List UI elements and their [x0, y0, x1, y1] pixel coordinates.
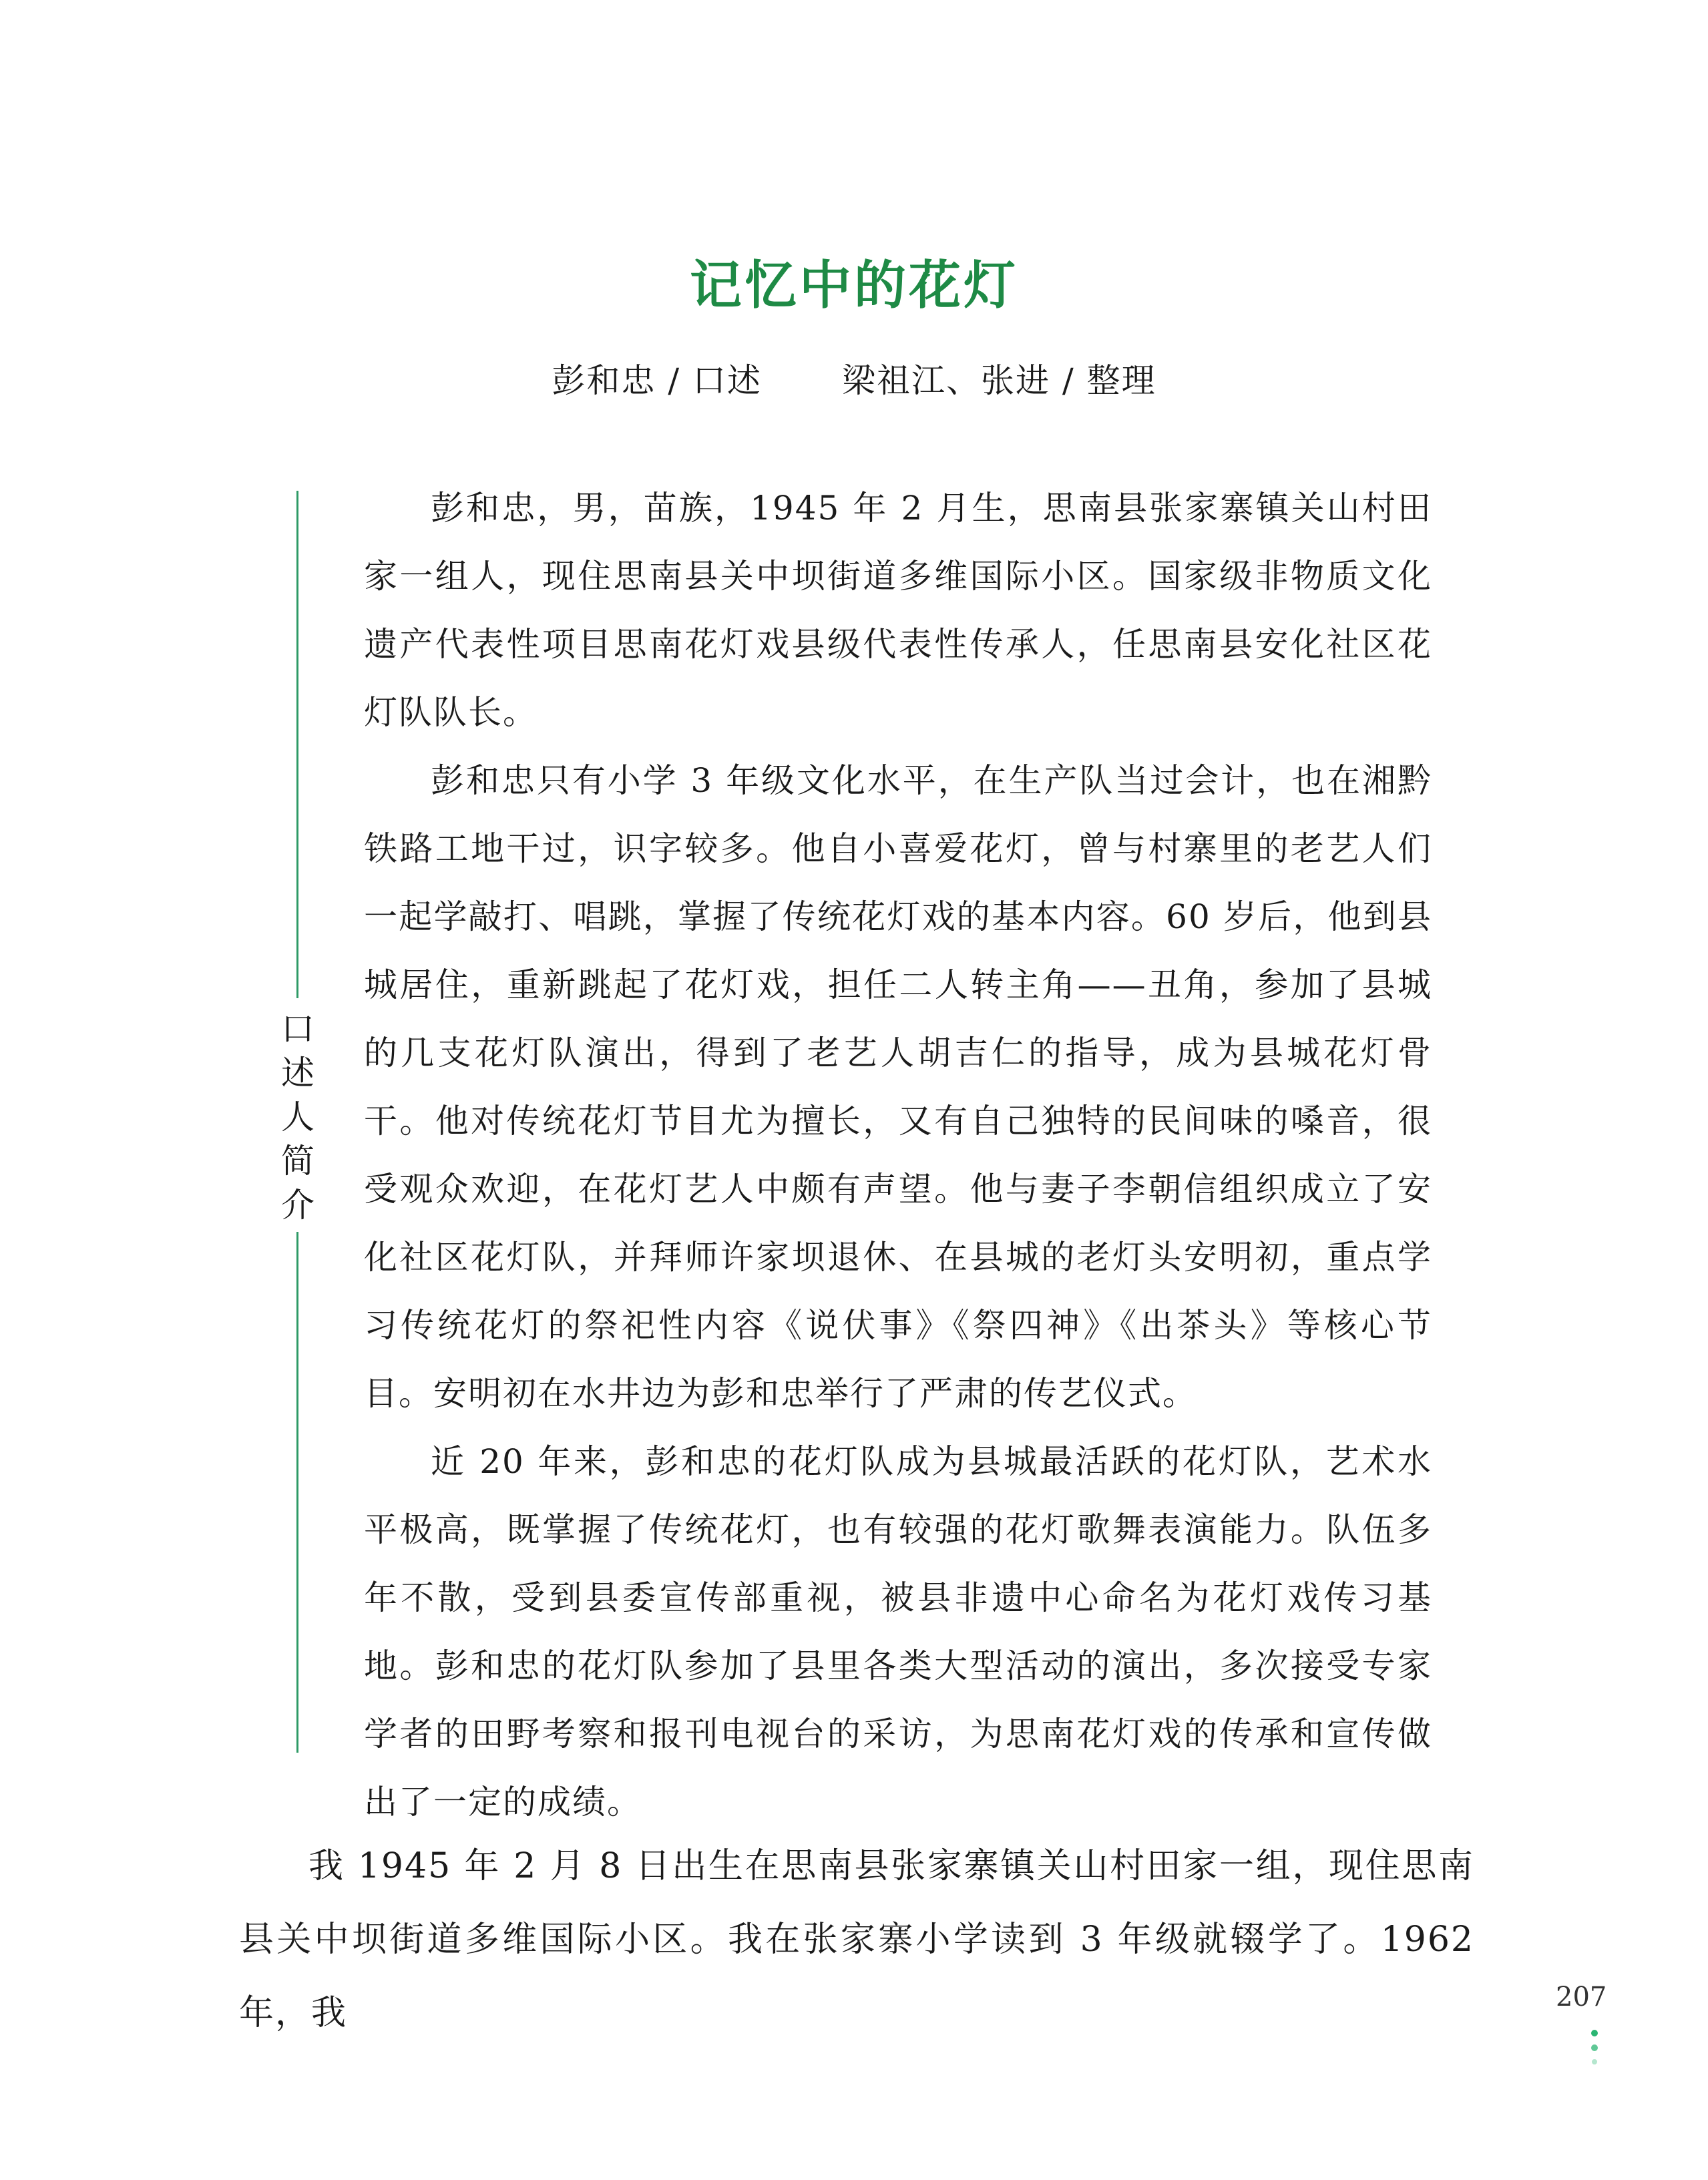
body-paragraph: 我 1945 年 2 月 8 日出生在思南县张家寨镇关山村田家一组，现住思南县关中坝街道多维国际小区。我在张家寨小学读到 3 年级就辍学了。1962 年，我 [239, 1846, 1474, 2033]
narrator-credit: 彭和忠 / 口述 [552, 361, 762, 400]
intro-paragraph: 彭和忠，男，苗族，1945 年 2 月生，思南县张家寨镇关山村田家一组人，现住思南县关中坝街道多维国际小区。国家级非物质文化遗产代表性项目思南花灯戏县级代表性传承人，任思南县安化社区花灯队队长。 [364, 489, 1432, 732]
editor-credit: 梁祖江、张进 / 整理 [842, 361, 1156, 400]
page-title: 记忆中的花灯 [689, 256, 1018, 316]
sidebar-label [279, 1007, 316, 1227]
byline [0, 354, 1708, 402]
dot-icon [1591, 2030, 1598, 2036]
main-text [239, 1829, 1474, 2050]
dot-icon [1591, 2044, 1598, 2051]
sidebar-char: 简 [281, 1142, 314, 1180]
sidebar-divider-top [296, 491, 298, 998]
intro-paragraph: 近 20 年来，彭和忠的花灯队成为县城最活跃的花灯队，艺术水平极高，既掌握了传统花灯，也有较强的花灯歌舞表演能力。队伍多年不散，受到县委宣传部重视，被县非遗中心命名为花灯戏传习基地。彭和忠的花灯队参加了县里各类大型活动的演出，多次接受专家学者的田野考察和报刊电视台的采访，为思南花灯戏的传承和宣传做出了一定的成绩。 [364, 1442, 1432, 1821]
sidebar-char: 口 [281, 1010, 314, 1048]
narrator-introduction [364, 474, 1432, 1836]
dot-icon [1592, 2059, 1597, 2064]
decorative-dots [1589, 2030, 1600, 2073]
sidebar-char: 人 [281, 1098, 314, 1136]
sidebar-char: 述 [281, 1054, 314, 1092]
page-number: 207 [1556, 1982, 1607, 2012]
intro-paragraph: 彭和忠只有小学 3 年级文化水平，在生产队当过会计，也在湘黔铁路工地干过，识字较多。他自小喜爱花灯，曾与村寨里的老艺人们一起学敲打、唱跳，掌握了传统花灯戏的基本内容。60 岁后，他到县城居住，重新跳起了花灯戏，担任二人转主角——丑角，参加了县城的几支花灯队演出，得到了老艺人胡吉仁的指导，成为县城花灯骨干。他对传统花灯节目尤为擅长，又有自己独特的民间味的嗓音，很受观众欢迎，在花灯艺人中颇有声望。他与妻子李朝信组织成立了安化社区花灯队，并拜师许家坝退休、在县城的老灯头安明初，重点学习传统花灯的祭祀性内容《说伏事》《祭四神》《出茶头》等核心节目。安明初在水井边为彭和忠举行了严肃的传艺仪式。 [364, 761, 1432, 1413]
sidebar-char: 介 [281, 1186, 314, 1225]
sidebar-divider-bottom [296, 1232, 298, 1753]
